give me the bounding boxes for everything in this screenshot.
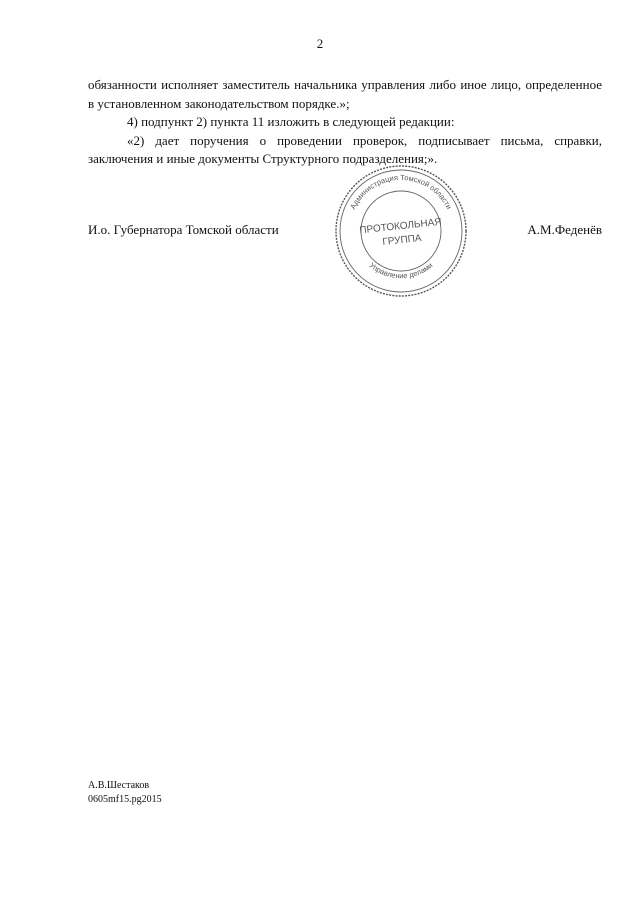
- stamp-ring-top-text: Администрация Томской области: [348, 172, 454, 211]
- paragraph-continuation: обязанности исполняет заместитель начальника управления либо иное лицо, определенное в установленном законодательством порядке.»;: [88, 77, 602, 111]
- stamp-center-line-2: ГРУППА: [381, 232, 423, 248]
- document-footer: [88, 779, 162, 807]
- official-stamp: [332, 162, 470, 300]
- page-number: 2: [316, 36, 324, 51]
- paragraph-item-4: 4) подпункт 2) пункта 11 изложить в следующей редакции:: [127, 114, 455, 129]
- signatory-title: И.о. Губернатора Томской области: [88, 222, 279, 237]
- signatory-name: А.М.Феденёв: [527, 222, 602, 237]
- stamp-seal-icon: [332, 162, 470, 300]
- footer-file-code: 0605mf15.pg2015: [88, 794, 162, 805]
- document-body: [88, 76, 602, 169]
- footer-author: А.В.Шестаков: [88, 780, 150, 791]
- stamp-ring-bottom-text: Управление делами: [367, 260, 435, 281]
- stamp-center-line-1: ПРОТОКОЛЬНАЯ: [358, 216, 443, 237]
- paragraph-quote: «2) дает поручения о проведении проверок, подписывает письма, справки, заключения и иные документы Структурного подразделения;».: [88, 132, 602, 166]
